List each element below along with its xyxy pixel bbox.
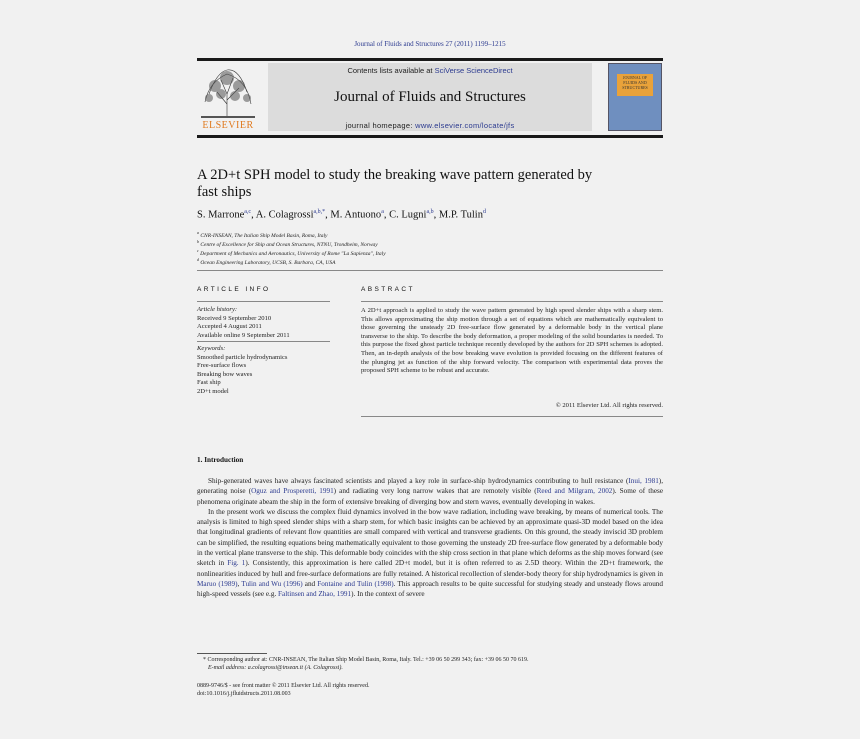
- keyword-item: Breaking bow waves: [197, 370, 253, 378]
- keywords-label: Keywords:: [197, 345, 226, 352]
- author-affil-mark: d: [482, 209, 486, 215]
- title-line-1: A 2D+t SPH model to study the breaking wave pattern generated by: [197, 167, 593, 183]
- citation-link[interactable]: Oguz and Prosperetti, 1991: [251, 487, 334, 496]
- keyword-item: 2D+t model: [197, 387, 229, 395]
- abstract-heading: ABSTRACT: [361, 286, 415, 293]
- body-text: In the present work we discuss the complex fluid dynamics involved in the bow wave radiation, including wave breaking, by means of numerical tools. The analysis is limited to high speed slender ships with a sharp stem, for which basic insights can be achieved by an approximate quasi-3D model based on the idea that longitudinal gradients of relevant flow quantities are small compared with vertical and transverse gradients. On this ground, the steady inviscid 3D problem can be simplified, the resulting equations being mathematically equivalent to those governing the unsteady 2D free-surface flow generated by a deformable body in the vertical plane transverse to the ship. This deformable body coincides with the ship cross section in that plane which deforms as the ship moves forward (see sketch in: [197, 507, 663, 568]
- body-text: ) and radiating very long narrow wakes that are remotely visible (: [333, 487, 537, 496]
- affil-text: Ocean Engineering Laboratory, UCSB, S. Barbara, CA, USA: [200, 259, 336, 266]
- affil-text: Department of Mechanics and Aeronautics, University of Rome "La Sapienza", Italy: [200, 250, 386, 257]
- keyword-item: Fast ship: [197, 379, 221, 387]
- info-top-rule: [197, 270, 663, 271]
- author-name[interactable]: M. Antuono: [330, 209, 382, 221]
- keywords-rule: [197, 341, 330, 342]
- keywords-block: [197, 345, 337, 397]
- keyword-item: Smoothed particle hydrodynamics: [197, 353, 288, 361]
- body-text: Ship-generated waves have always fascinated scientists and played a key role in surface-ship hydrodynamics contributing to hull resistance (: [208, 477, 629, 485]
- journal-cover-image: [608, 63, 662, 131]
- elsevier-logo: [197, 64, 259, 134]
- footnote-rule: [197, 653, 267, 654]
- author-name[interactable]: M.P. Tulin: [438, 209, 483, 221]
- introduction-body: [197, 476, 663, 600]
- masthead-top-rule: [197, 58, 663, 61]
- issn-line: 0889-9746/$ - see front matter © 2011 Elsevier Ltd. All rights reserved.: [197, 683, 370, 689]
- citation-link[interactable]: Inui, 1981: [628, 477, 659, 485]
- homepage-link[interactable]: www.elsevier.com/locate/jfs: [415, 121, 515, 130]
- abstract-copyright: © 2011 Elsevier Ltd. All rights reserved.: [555, 402, 663, 409]
- author-name[interactable]: C. Lugni: [389, 209, 427, 221]
- section-heading-introduction: 1. Introduction: [197, 456, 244, 464]
- homepage-line: [268, 121, 592, 130]
- citation-link[interactable]: Fontaine and Tulin (1998): [317, 579, 394, 588]
- body-text: ,: [237, 579, 242, 588]
- affil-mark: d: [197, 257, 199, 262]
- history-label: Article history:: [197, 306, 238, 313]
- article-title: [197, 167, 663, 201]
- author-separator: ,: [325, 209, 331, 221]
- body-text: ). Consistently, this approximation is here called 2D+t model, but it is often referred to as 2.5D theory. Within the 2D+t framework, the nonlinearities induced by hull and free-surface deformations are fully retained. A historical recollection of slender-body theory for ship hydrodynamics is given in: [197, 559, 664, 578]
- affil-text: Centre of Excellence for Ship and Ocean Structures, NTNU, Trondheim, Norway: [200, 241, 378, 248]
- journal-citation: Journal of Fluids and Structures 27 (2011) 1199–1215: [354, 40, 506, 48]
- intro-paragraph-2: [197, 507, 663, 600]
- history-online: Available online 9 September 2011: [197, 331, 290, 339]
- author-name[interactable]: S. Marrone: [197, 209, 245, 221]
- citation-link[interactable]: Reed and Milgram, 2002: [536, 487, 613, 496]
- abstract-rule: [361, 301, 663, 302]
- citation-link[interactable]: Faltinsen and Zhao, 1991: [278, 590, 352, 599]
- body-text: . This approach results to be quite successful for studying steady and unsteady flows around high-speed vessels (see e.g.: [197, 579, 663, 599]
- body-text: ). In the context of severe: [351, 590, 425, 599]
- homepage-prefix: journal homepage:: [345, 121, 416, 130]
- keyword-item: Free-surface flows: [197, 362, 247, 370]
- corresponding-author-note: * Corresponding author at: CNR-INSEAN, The Italian Ship Model Basin, Roma, Italy. Tel.: +39 06 50 299 343; fax: +39 06 50 70 619.: [203, 657, 529, 663]
- citation-link[interactable]: Maruo (1989): [197, 579, 238, 588]
- body-text: ). Some of these phenomena originate abeam the ship in the form of extensive breaking of diverging bow and stern waves, eventually developing in wakes.: [197, 487, 664, 506]
- author-separator: ,: [251, 209, 256, 221]
- sciencedirect-link[interactable]: SciVerse ScienceDirect: [434, 66, 513, 75]
- history-accepted: Accepted 4 August 2011: [197, 323, 262, 331]
- affil-text: CNR-INSEAN, The Italian Ship Model Basin, Roma, Italy: [200, 232, 328, 239]
- author-affil-mark: a: [381, 209, 384, 215]
- article-history: [197, 306, 337, 340]
- author-list: [197, 209, 663, 221]
- author-separator: ,: [433, 209, 439, 221]
- doi-line: doi:10.1016/j.jfluidstructs.2011.08.003: [197, 691, 291, 697]
- author-name[interactable]: A. Colagrossi: [255, 209, 314, 221]
- history-received: Received 9 September 2010: [197, 314, 272, 322]
- affil-mark: c: [197, 248, 199, 253]
- title-line-2: fast ships: [197, 184, 252, 200]
- abstract-bottom-rule: [361, 416, 663, 417]
- intro-paragraph-1: [197, 476, 663, 507]
- article-info-rule: [197, 301, 330, 302]
- cover-label: JOURNAL OF FLUIDS AND STRUCTURES: [617, 74, 653, 96]
- author-affil-mark: a,b: [426, 209, 434, 215]
- abstract-text: A 2D+t approach is applied to study the wave pattern generated by high speed slender ships with a sharp stem. This allows approximating the ship motion through a set of equations which are mathematically equivalent to those governing the unsteady 2D free-surface flow generated by a deformable body in the vertical plane transverse to the ship. To describe the body deformation, a proper modeling of the solid boundaries is needed. To this purpose the fixed ghost particle technique recently developed by the authors for 2D SPH schemes is adopted. Then, an in-depth analysis of the bow breaking wave evolution is provided focusing on the different features of the plunging jet as function of the ship forward velocity. The comparison with experimental data proves the proposed SPH scheme to be robust and accurate.: [361, 307, 663, 375]
- contents-line: [268, 66, 592, 75]
- author-affil-mark: a,b,*: [313, 209, 326, 215]
- author-separator: ,: [383, 209, 390, 221]
- citation-link[interactable]: Fig. 1: [227, 559, 246, 568]
- publisher-name: ELSEVIER: [202, 120, 254, 131]
- body-text: and: [302, 579, 318, 588]
- affil-mark: a: [197, 230, 199, 235]
- body-text: ), generating noise (: [197, 477, 663, 496]
- affiliation: [197, 255, 663, 268]
- article-info-heading: ARTICLE INFO: [197, 286, 271, 293]
- author-affil-mark: a,c: [244, 209, 252, 215]
- masthead-bottom-rule: [197, 135, 663, 138]
- journal-title: Journal of Fluids and Structures: [334, 89, 526, 105]
- citation-link[interactable]: Tulin and Wu (1996): [241, 579, 303, 588]
- affil-mark: b: [197, 239, 199, 244]
- contents-prefix: Contents lists available at: [347, 66, 435, 75]
- email-note: E-mail address: a.colagrossi@insean.it (A. Colagrossi).: [208, 665, 343, 671]
